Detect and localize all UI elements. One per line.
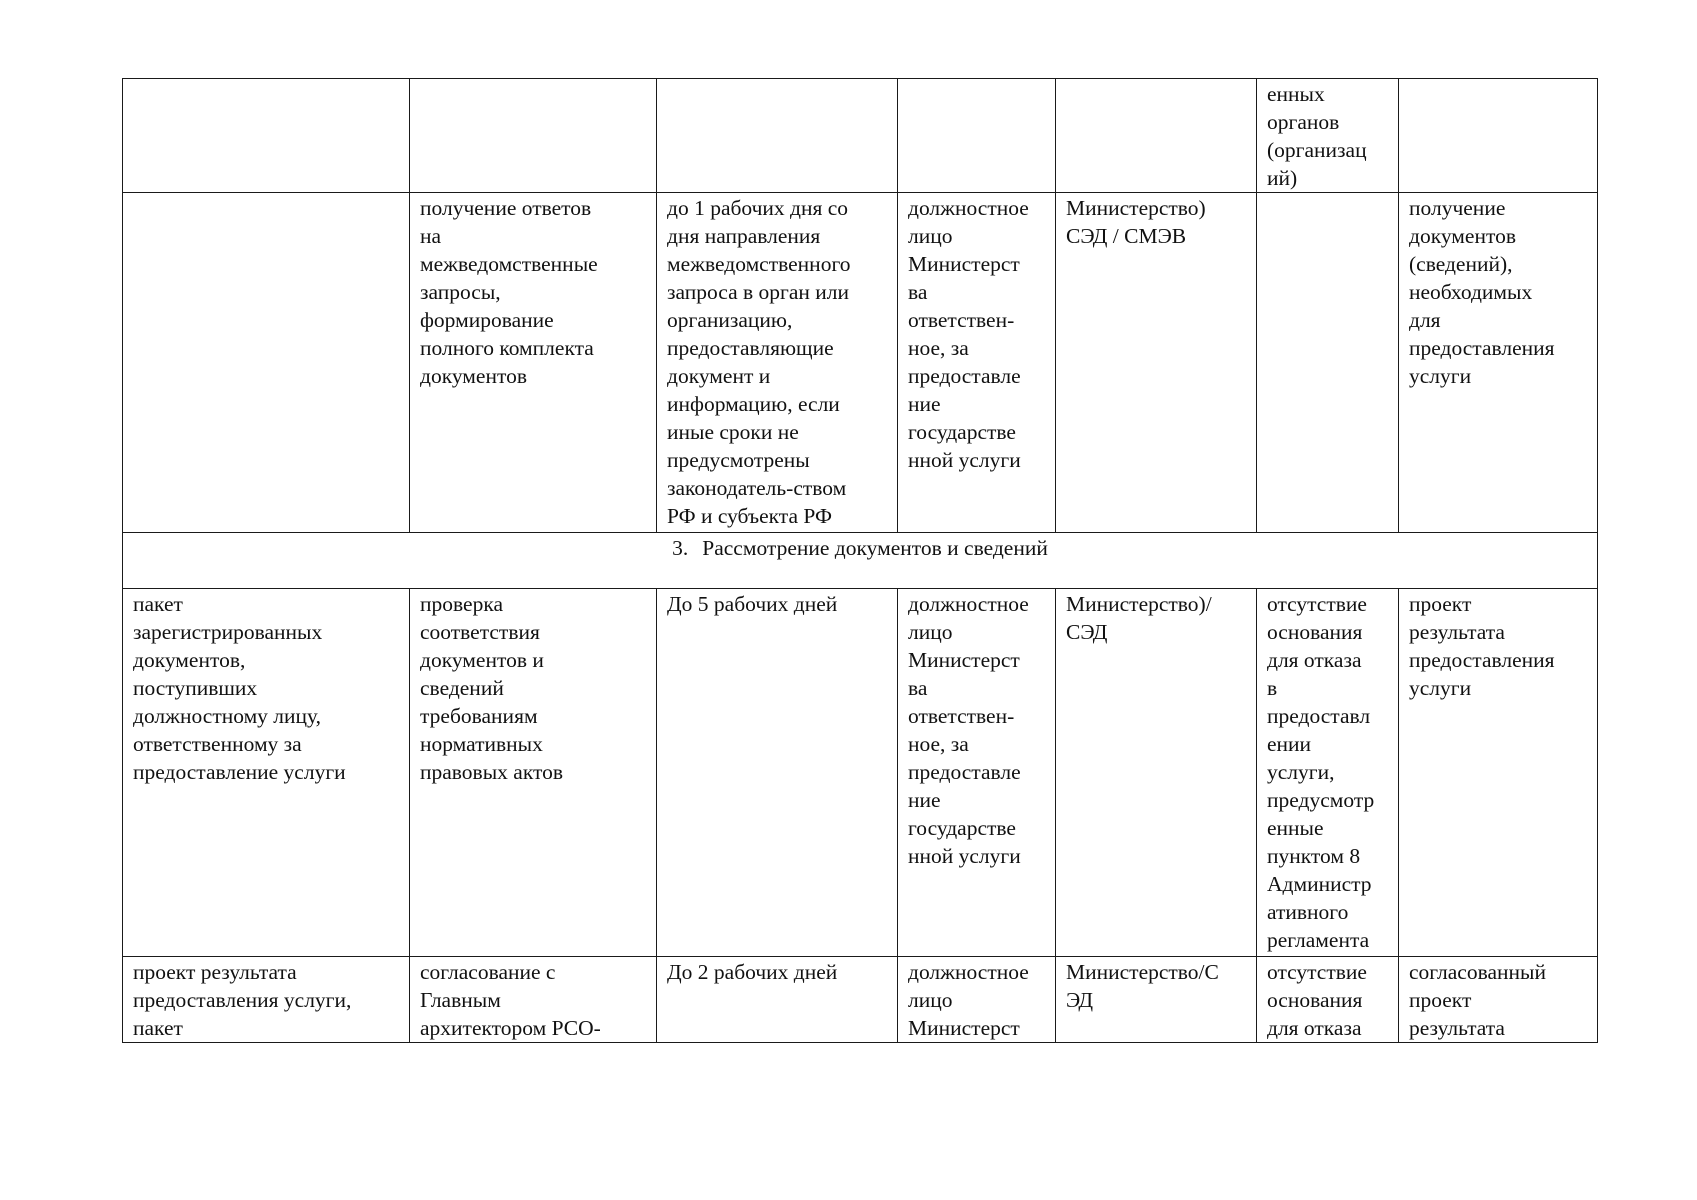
table-cell-action: согласование с Главным архитектором РСО- [410,957,657,1043]
table-cell-resources [1056,79,1257,193]
table-cell-deadline [657,79,898,193]
table-cell-input [123,79,410,193]
procedure-table [122,78,1598,1043]
table-cell-deadline: До 5 рабочих дней [657,589,898,957]
table-cell-executor: должностное лицо Министерст ва ответствен- ное, за предоставле ние государстве нной услуги [898,589,1056,957]
table-cell-deadline: До 2 рабочих дней [657,957,898,1043]
table-cell-result: согласованный проект результата [1399,957,1598,1043]
table-cell-result: проект результата предоставления услуги [1399,589,1598,957]
table-cell-executor: должностное лицо Министерст ва ответствен- ное, за предоставле ние государстве нной услуги [898,193,1056,533]
section-title: Рассмотрение документов и сведений [702,536,1048,560]
table-cell-criteria [1257,193,1399,533]
table-cell-executor [898,79,1056,193]
table-row [123,79,1598,193]
table-cell-input: проект результата предоставления услуги, пакет [123,957,410,1043]
table-cell-action [410,79,657,193]
table-row [123,589,1598,957]
table-cell-action: получение ответов на межведомственные запросы, формирование полного комплекта документов [410,193,657,533]
table-cell-resources: Министерство) СЭД / СМЭВ [1056,193,1257,533]
table-cell-input: пакет зарегистрированных документов, поступивших должностному лицу, ответственному за предоставление услуги [123,589,410,957]
table-cell-input [123,193,410,533]
table-cell-executor: должностное лицо Министерст [898,957,1056,1043]
section-header [123,533,1598,589]
table-row [123,193,1598,533]
table-cell-result [1399,79,1598,193]
table-cell-criteria: отсутствие основания для отказа в предоставл ении услуги, предусмотр енные пунктом 8 Администр ативного регламента [1257,589,1399,957]
table-cell-criteria: енных органов (организац ий) [1257,79,1399,193]
table-row [123,957,1598,1043]
section-header-row [123,533,1598,589]
table-cell-deadline: до 1 рабочих дня со дня направления межведомственного запроса в орган или организацию, предоставляющие документ и информацию, если иные сроки не предусмотрены законодатель-ством РФ и субъекта РФ [657,193,898,533]
table-cell-action: проверка соответствия документов и сведений требованиям нормативных правовых актов [410,589,657,957]
table-cell-result: получение документов (сведений), необходимых для предоставления услуги [1399,193,1598,533]
table-cell-resources: Министерство)/ СЭД [1056,589,1257,957]
table-cell-resources: Министерство/С ЭД [1056,957,1257,1043]
section-number: 3. [672,536,689,560]
table-cell-criteria: отсутствие основания для отказа [1257,957,1399,1043]
